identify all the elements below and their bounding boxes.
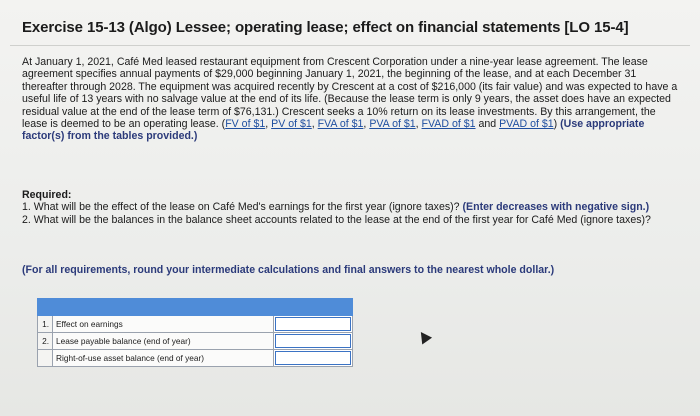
- answer-table: [37, 298, 353, 367]
- mouse-pointer-icon: [416, 329, 432, 345]
- lease-payable-balance-input[interactable]: [275, 334, 351, 348]
- requirement-1: [22, 201, 682, 213]
- table-row: [38, 350, 353, 367]
- title-divider: [10, 45, 690, 46]
- table-row: [38, 333, 353, 350]
- exercise-title: Exercise 15-13 (Algo) Lessee; operating lease; effect on financial statements [LO 15-4]: [22, 19, 629, 36]
- links-close-paren: ): [553, 118, 558, 131]
- row-label: Lease payable balance (end of year): [53, 333, 274, 350]
- row-label: Right-of-use asset balance (end of year): [53, 350, 274, 367]
- required-heading: Required:: [22, 189, 72, 201]
- fvad-of-1-link[interactable]: FVAD of $1: [421, 118, 476, 131]
- row-number: [38, 350, 53, 367]
- pvad-of-1-link[interactable]: PVAD of $1: [499, 118, 554, 131]
- rounding-instruction: (For all requirements, round your intermediate calculations and final answers to the nearest whole dollar.): [22, 264, 555, 276]
- requirement-1-text: 1. What will be the effect of the lease on Café Med's earnings for the first year (ignore taxes)?: [22, 201, 460, 214]
- requirement-2: 2. What will be the balances in the balance sheet accounts related to the lease at the end of the first year for Café Med (ignore taxes)?: [22, 213, 651, 226]
- row-label: Effect on earnings: [53, 316, 274, 333]
- answer-table-header: [38, 299, 353, 316]
- row-number: 2.: [38, 333, 53, 350]
- right-of-use-asset-balance-input[interactable]: [275, 351, 351, 365]
- pva-of-1-link[interactable]: PVA of $1: [369, 118, 416, 131]
- effect-on-earnings-input[interactable]: [275, 317, 351, 331]
- factor-hint: (Use appropriate factor(s) from the tables provided.): [22, 118, 645, 143]
- problem-text: At January 1, 2021, Café Med leased restaurant equipment from Crescent Corporation under a nine-year lease agreement. The lease agreement specifies annual payments of $29,000 beginning January 1, 2021, the beginning of the lease, and at each December 31 thereafter through 2028. The equipment was acquired recently by Crescent at a cost of $216,000 (its fair value) and was expected to have a useful life of 13 years with no salvage value at the end of its life. (Because the lease term is only 9 years, the asset does have an expected residual value at the end of the lease term of $76,131.) Crescent seeks a 10% return on its lease investments. By this arrangement, the lease is deemed to be an operating lease.: [22, 56, 678, 131]
- problem-statement: At January 1, 2021, Café Med leased restaurant equipment from Crescent Corporation under a nine-year lease agreement. The lease agreement specifies annual payments of $29,000 beginning January 1, 2021, the beginning of the lease, and at each December 31 thereafter through 2028. The equipment was acquired recently by Crescent at a cost of $216,000 (its fair value) and was expected to have a useful life of 13 years with no salvage value at the end of its life. (Because the lease term is only 9 years, the asset does have an expected residual value at the end of the lease term of $76,131.) Crescent seeks a 10% return on its lease investments. By this arrangement, the lease is deemed to be an operating lease. (FV of $1, PV of $1, FVA of $1, PVA of $1, FVAD of $1 and PVAD of $1) (Use appropriate factor(s) from the tables provided.): [22, 56, 678, 143]
- fv-of-1-link[interactable]: FV of $1: [225, 118, 266, 131]
- row-number: 1.: [38, 316, 53, 333]
- required-section: [22, 189, 682, 226]
- requirement-1-hint: (Enter decreases with negative sign.): [462, 201, 650, 214]
- links-open-paren: (: [221, 118, 226, 131]
- fva-of-1-link[interactable]: FVA of $1: [317, 118, 364, 131]
- pv-of-1-link[interactable]: PV of $1: [271, 118, 312, 131]
- table-row: [38, 316, 353, 333]
